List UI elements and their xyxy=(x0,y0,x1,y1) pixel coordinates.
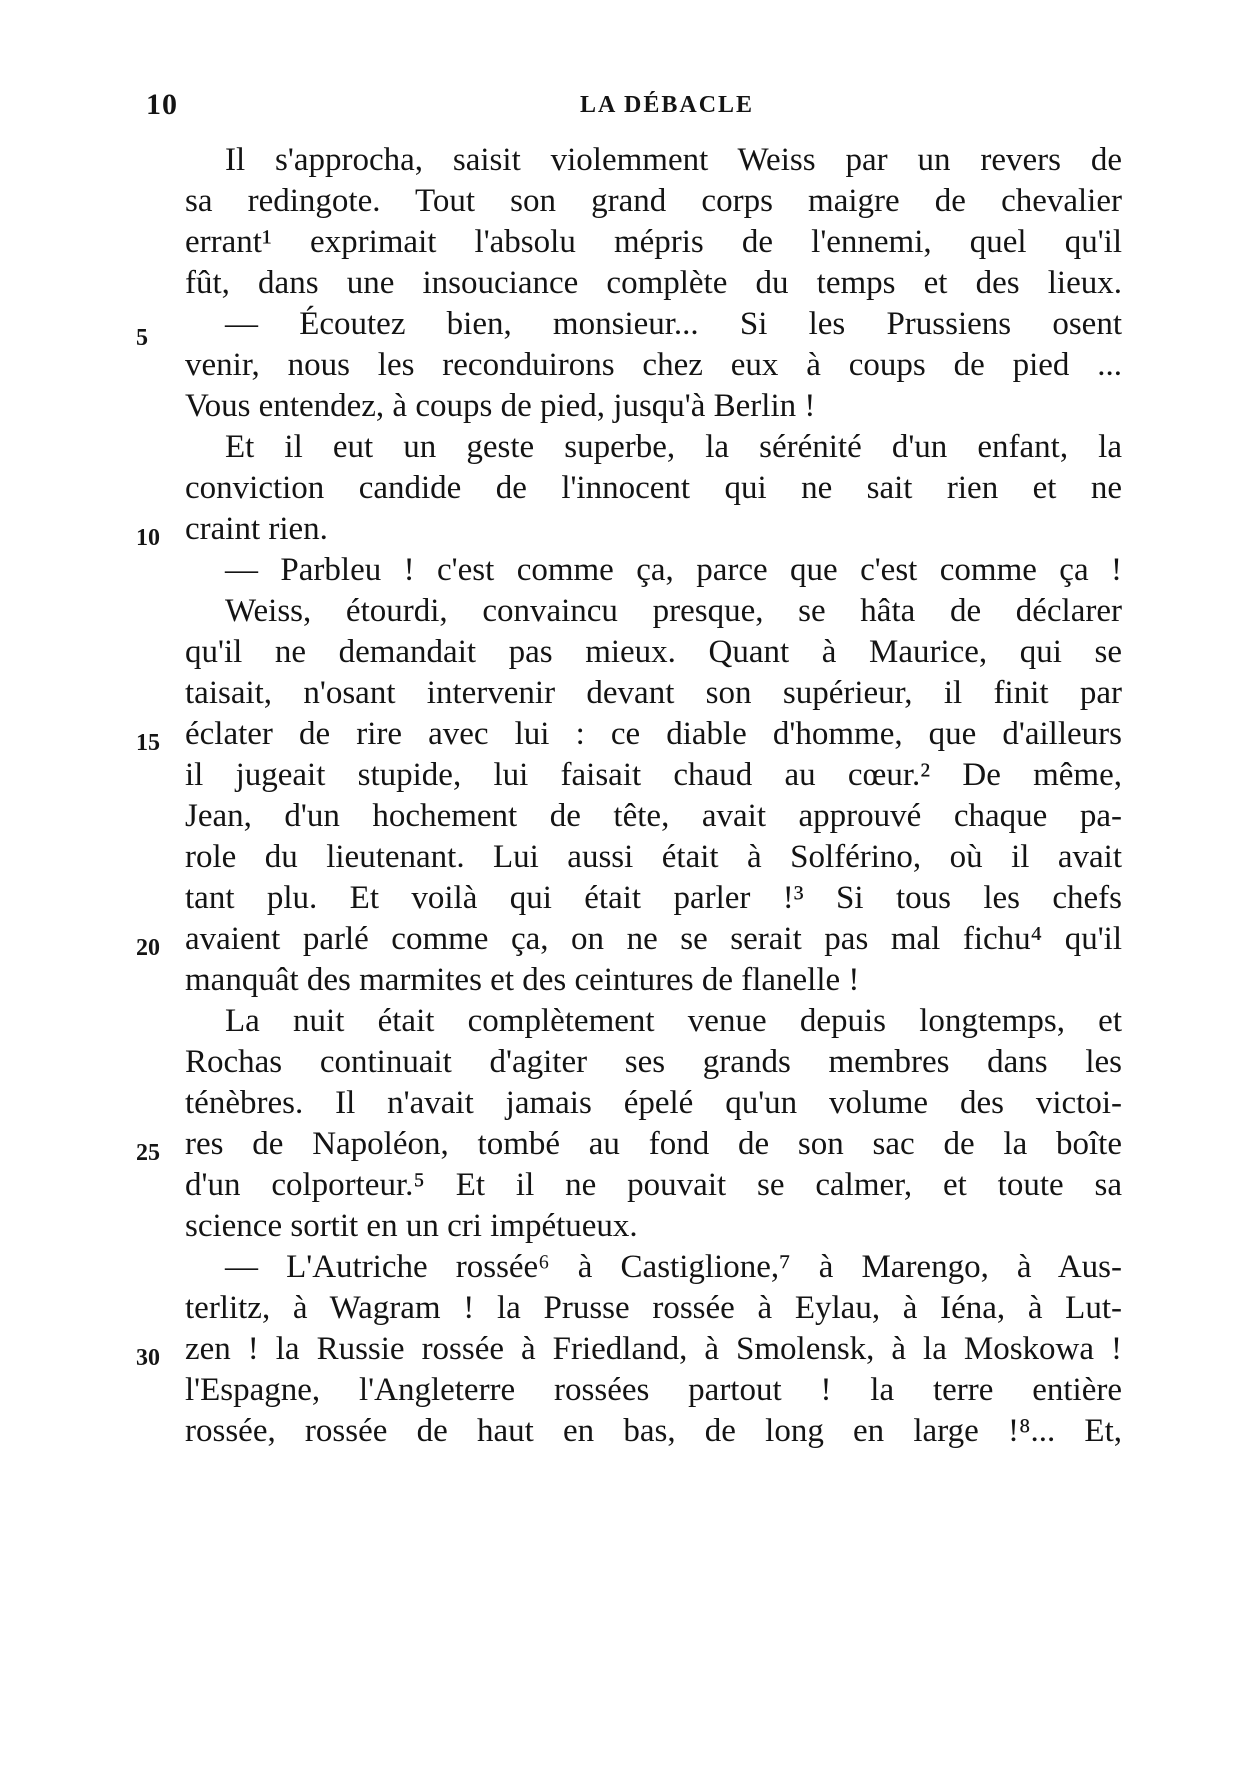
text-line: avaient parlé comme ça, on ne se serait pas mal fichu⁴ qu'il xyxy=(185,921,1122,957)
text-line: qu'il ne demandait pas mieux. Quant à Maurice, qui se xyxy=(185,634,1122,670)
text-line: La nuit était complètement venue depuis longtemps, et xyxy=(225,1003,1122,1039)
line-number: 30 xyxy=(136,1345,160,1371)
text-line: il jugeait stupide, lui faisait chaud au cœur.² De même, xyxy=(185,757,1122,793)
text-line: rossée, rossée de haut en bas, de long en large !⁸... Et, xyxy=(185,1413,1122,1449)
text-line: tant plu. Et voilà qui était parler !³ Si tous les chefs xyxy=(185,880,1122,916)
text-line: d'un colporteur.⁵ Et il ne pouvait se calmer, et toute sa xyxy=(185,1167,1122,1203)
text-line: venir, nous les reconduirons chez eux à coups de pied ... xyxy=(185,347,1122,383)
text-line: sa redingote. Tout son grand corps maigre de chevalier xyxy=(185,183,1122,219)
text-line: fût, dans une insouciance complète du temps et des lieux. xyxy=(185,265,1122,301)
text-line: taisait, n'osant intervenir devant son supérieur, il finit par xyxy=(185,675,1122,711)
text-line: conviction candide de l'innocent qui ne sait rien et ne xyxy=(185,470,1122,506)
text-line: manquât des marmites et des ceintures de flanelle ! xyxy=(185,962,860,998)
page-number: 10 xyxy=(146,88,178,121)
text-line: science sortit en un cri impétueux. xyxy=(185,1208,638,1244)
text-line: ténèbres. Il n'avait jamais épelé qu'un volume des victoi- xyxy=(185,1085,1122,1121)
text-line: Weiss, étourdi, convaincu presque, se hâta de déclarer xyxy=(225,593,1122,629)
text-line: l'Espagne, l'Angleterre rossées partout ! la terre entière xyxy=(185,1372,1122,1408)
text-line: — Écoutez bien, monsieur... Si les Prussiens osent xyxy=(225,306,1122,342)
text-line: éclater de rire avec lui : ce diable d'homme, que d'ailleurs xyxy=(185,716,1122,752)
line-number: 20 xyxy=(136,935,160,961)
running-head: LA DÉBACLE xyxy=(580,92,755,118)
text-line: — Parbleu ! c'est comme ça, parce que c'est comme ça ! xyxy=(225,552,1122,588)
text-line: res de Napoléon, tombé au fond de son sac de la boîte xyxy=(185,1126,1122,1162)
text-line: role du lieutenant. Lui aussi était à Solférino, où il avait xyxy=(185,839,1122,875)
line-number: 25 xyxy=(136,1140,160,1166)
line-number: 5 xyxy=(136,325,148,351)
text-line: — L'Autriche rossée⁶ à Castiglione,⁷ à Marengo, à Aus- xyxy=(225,1249,1122,1285)
text-line: craint rien. xyxy=(185,511,328,547)
line-number: 10 xyxy=(136,525,160,551)
text-line: Et il eut un geste superbe, la sérénité d'un enfant, la xyxy=(225,429,1122,465)
text-line: Rochas continuait d'agiter ses grands membres dans les xyxy=(185,1044,1122,1080)
text-line: terlitz, à Wagram ! la Prusse rossée à Eylau, à Iéna, à Lut- xyxy=(185,1290,1122,1326)
text-line: errant¹ exprimait l'absolu mépris de l'ennemi, quel qu'il xyxy=(185,224,1122,260)
text-line: Il s'approcha, saisit violemment Weiss par un revers de xyxy=(225,142,1122,178)
text-line: Jean, d'un hochement de tête, avait approuvé chaque pa- xyxy=(185,798,1122,834)
text-line: Vous entendez, à coups de pied, jusqu'à Berlin ! xyxy=(185,388,816,424)
text-line: zen ! la Russie rossée à Friedland, à Smolensk, à la Moskowa ! xyxy=(185,1331,1122,1367)
line-number: 15 xyxy=(136,730,160,756)
